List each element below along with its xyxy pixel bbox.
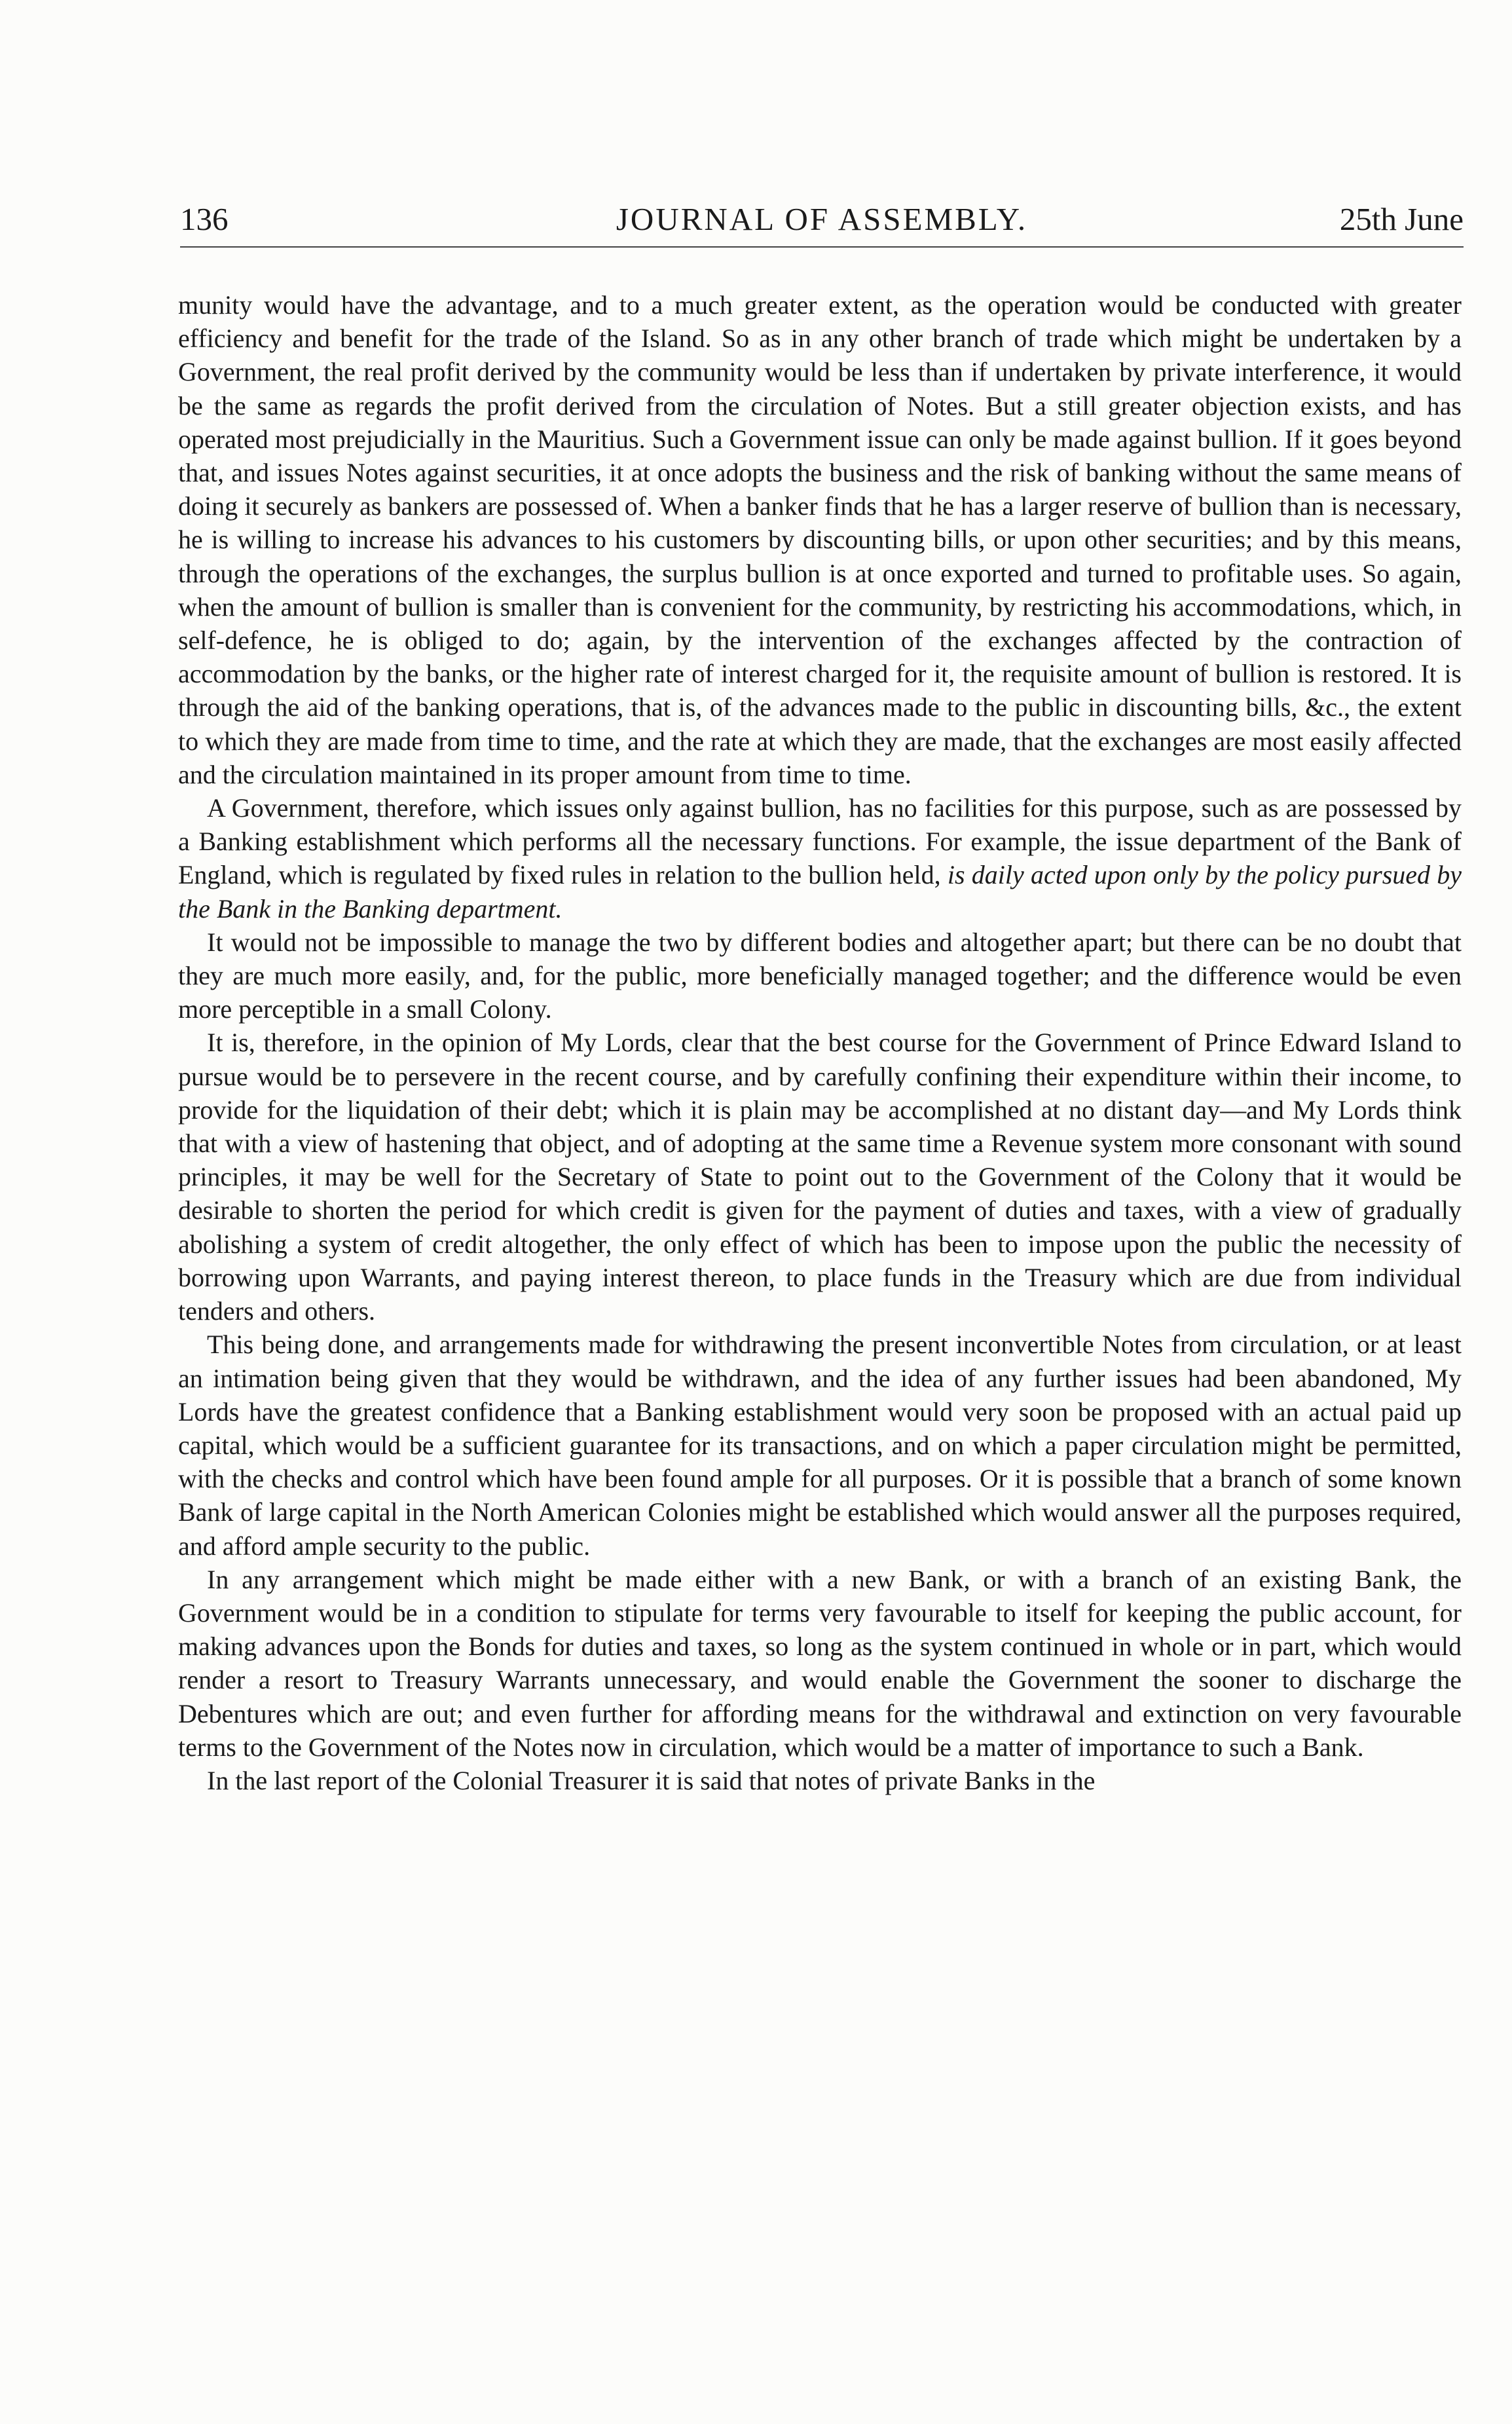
journal-title: JOURNAL OF ASSEMBLY. — [616, 201, 1028, 237]
paragraph-my-lords-opinion: It is, therefore, in the opinion of My Lords, clear that the best course for the Government of Prince Edward Island to pursue would be to persevere in the recent course, and by carefully confining their expenditure within their income, to provide for the liquidation of their debt; which it is plain may be accomplished at no distant day—and My Lords think that with a view of hastening that object, and of adopting at the same time a Revenue system more consonant with sound principles, it may be well for the Secretary of State to point out to the Government of the Colony that it would be desirable to shorten the period for which credit is given for the payment of duties and taxes, with a view of gradually abolishing a system of credit altogether, the only effect of which has been to impose upon the public the necessity of borrowing upon Warrants, and paying interest thereon, to place funds in the Treasury which are due from individual tenders and others. — [178, 1028, 1462, 1326]
running-head — [180, 196, 1464, 242]
header-rule — [180, 246, 1464, 248]
italic-passage: is daily acted upon only by the policy pursued by the Bank in the Banking department. — [178, 860, 1462, 923]
paragraph-treasurer-report: In the last report of the Colonial Treasurer it is said that notes of private Banks in the — [207, 1765, 1096, 1795]
paragraph-managed-together: It would not be impossible to manage the two by different bodies and altogether apart; but there can be no doubt that they are much more easily, and, for the public, more beneficially managed together; and the difference would be even more perceptible in a small Colony. — [178, 927, 1462, 1024]
header-date: 25th June — [1339, 201, 1464, 237]
body-text — [178, 288, 1462, 1797]
page-number: 136 — [180, 201, 229, 237]
paragraph-continued: munity would have the advantage, and to a much greater extent, as the operation would be conducted with greater efficiency and benefit for the trade of the Island. So as in any other branch of trade which might be undertaken by a Government, the real profit derived by the community would be less than if undertaken by private interference, it would be the same as regards the profit derived from the circulation of Notes. But a still greater objection exists, and has operated most prejudicially in the Mauritius. Such a Government issue can only be made against bullion. If it goes beyond that, and issues Notes against securities, it at once adopts the business and the risk of banking without the same means of doing it securely as bankers are possessed of. When a banker finds that he has a larger reserve of bullion than is necessary, he is willing to increase his advances to his customers by discounting bills, or upon other securities; and by this means, through the operations of the exchanges, the surplus bullion is at once exported and turned to profitable uses. So again, when the amount of bullion is smaller than is convenient for the community, by restricting his accommodations, which, in self-defence, he is obliged to do; again, by the intervention of the exchanges affected by the contraction of accommodation by the banks, or the higher rate of interest charged for it, the requisite amount of bullion is restored. It is through the aid of the banking operations, that is, of the advances made to the public in discounting bills, &c., the extent to which they are made from time to time, and the rate at which they are made, that the exchanges are most easily affected and the circulation maintained in its proper amount from time to time. — [178, 290, 1462, 789]
paragraph-government-issue: A Government, therefore, which issues only against bullion, has no facilities for this purpose, such as are possessed by a Banking establishment which performs all the necessary functions. For example, the issue department of the Bank of England, which is regulated by fixed rules in relation to the bullion held, is daily acted upon only by the policy pursued by the Bank in the Banking department. — [178, 793, 1462, 923]
paragraph-banking-establishment: This being done, and arrangements made for withdrawing the present inconvertible Notes from circulation, or at least an intimation being given that they would be withdrawn, and the idea of any further issues had been abandoned, My Lords have the greatest confidence that a Banking establishment would very soon be proposed with an actual paid up capital, which would be a sufficient guarantee for its transactions, and on which a paper circulation might be permitted, with the checks and control which have been found ample for all purposes. Or it is possible that a branch of some known Bank of large capital in the North American Colonies might be established which would answer all the purposes required, and afford ample security to the public. — [178, 1330, 1462, 1561]
paragraph-bank-arrangement: In any arrangement which might be made either with a new Bank, or with a branch of an existing Bank, the Government would be in a condition to stipulate for terms very favourable to itself for keeping the public account, for making advances upon the Bonds for duties and taxes, so long as the system continued in whole or in part, which would render a resort to Treasury Warrants unnecessary, and would enable the Government the sooner to discharge the Debentures which are out; and even further for affording means for the withdrawal and extinction on very favourable terms to the Government of the Notes now in circulation, which would be a matter of importance to such a Bank. — [178, 1564, 1462, 1762]
